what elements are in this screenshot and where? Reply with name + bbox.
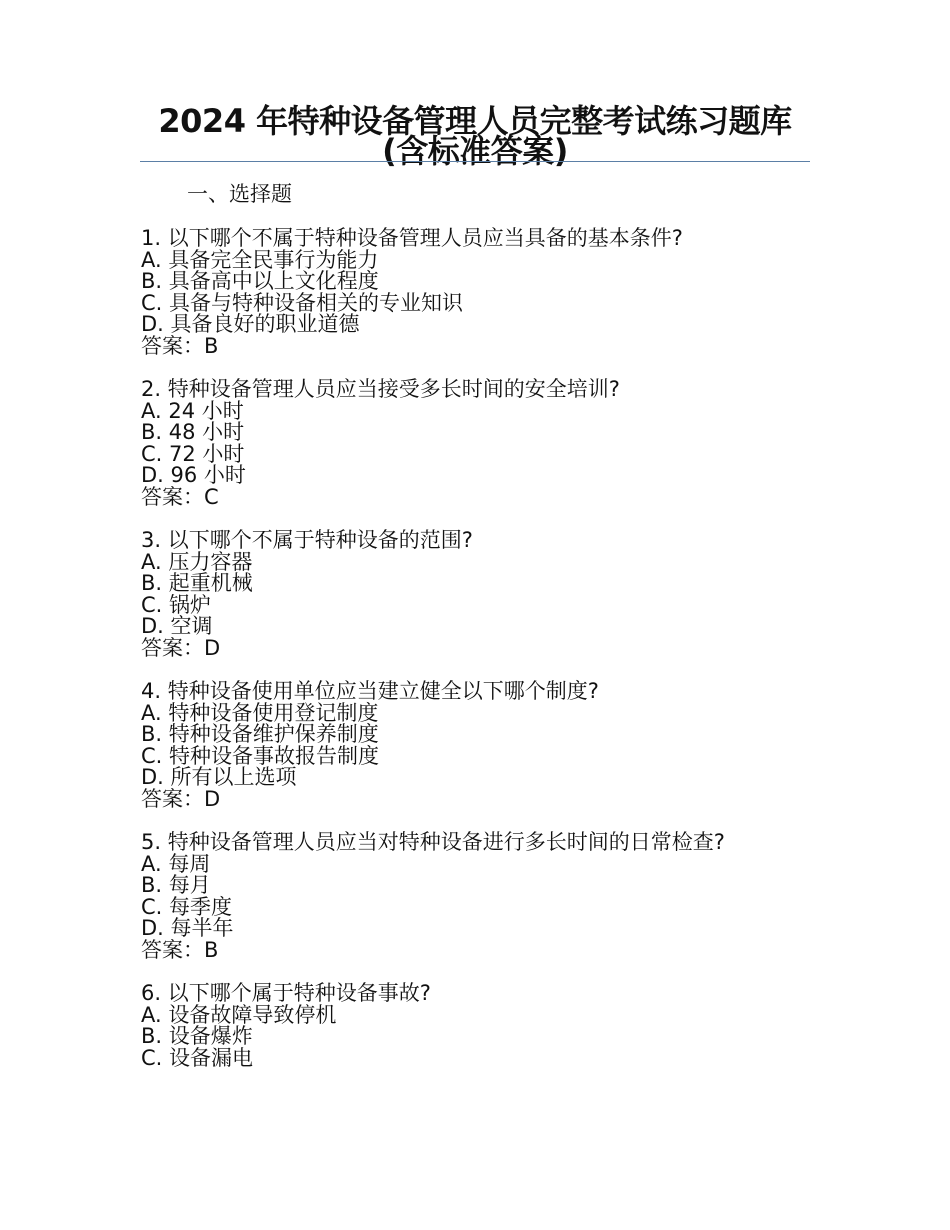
answer: 答案：B: [141, 937, 219, 962]
question-stem: 6. 以下哪个属于特种设备事故?: [141, 981, 431, 1005]
question-6: [141, 983, 801, 1069]
option-d: D. 每半年: [141, 916, 234, 940]
question-list: [141, 228, 801, 1091]
answer: 答案：D: [141, 786, 221, 811]
option-b: B. 起重机械: [141, 571, 253, 595]
option-a: A. 24 小时: [141, 398, 244, 423]
option-b: B. 每月: [141, 873, 211, 897]
option-a: A. 每周: [141, 851, 211, 876]
page-title: 2024 年特种设备管理人员完整考试练习题库(含标准答案): [158, 102, 792, 170]
title-underline: [140, 161, 810, 162]
option-c: C. 具备与特种设备相关的专业知识: [141, 290, 464, 315]
question-2: [141, 379, 801, 508]
option-b: B. 具备高中以上文化程度: [141, 269, 379, 293]
option-b: B. 设备爆炸: [141, 1024, 253, 1048]
question-5: [141, 832, 801, 961]
option-c: C. 锅炉: [141, 592, 212, 617]
question-stem: 3. 以下哪个不属于特种设备的范围?: [141, 528, 473, 552]
question-stem: 1. 以下哪个不属于特种设备管理人员应当具备的基本条件?: [141, 226, 683, 250]
option-a: A. 设备故障导致停机: [141, 1002, 337, 1027]
answer: 答案：C: [141, 484, 219, 509]
question-4: [141, 681, 801, 810]
question-3: [141, 530, 801, 659]
question-stem: 4. 特种设备使用单位应当建立健全以下哪个制度?: [141, 679, 599, 703]
option-c: C. 72 小时: [141, 441, 245, 466]
option-d: D. 96 小时: [141, 463, 246, 487]
option-c: C. 特种设备事故报告制度: [141, 743, 380, 768]
option-d: D. 空调: [141, 614, 213, 638]
option-a: A. 压力容器: [141, 549, 253, 574]
option-c: C. 设备漏电: [141, 1045, 254, 1070]
option-d: D. 所有以上选项: [141, 765, 297, 789]
option-a: A. 特种设备使用登记制度: [141, 700, 379, 725]
option-a: A. 具备完全民事行为能力: [141, 247, 379, 272]
question-stem: 5. 特种设备管理人员应当对特种设备进行多长时间的日常检查?: [141, 830, 725, 854]
option-b: B. 特种设备维护保养制度: [141, 722, 379, 746]
section-heading: 一、选择题: [187, 182, 292, 206]
question-1: [141, 228, 801, 357]
question-stem: 2. 特种设备管理人员应当接受多长时间的安全培训?: [141, 377, 620, 401]
option-c: C. 每季度: [141, 894, 233, 919]
option-d: D. 具备良好的职业道德: [141, 312, 360, 336]
option-b: B. 48 小时: [141, 420, 245, 444]
answer: 答案：D: [141, 635, 221, 660]
answer: 答案：B: [141, 333, 219, 358]
